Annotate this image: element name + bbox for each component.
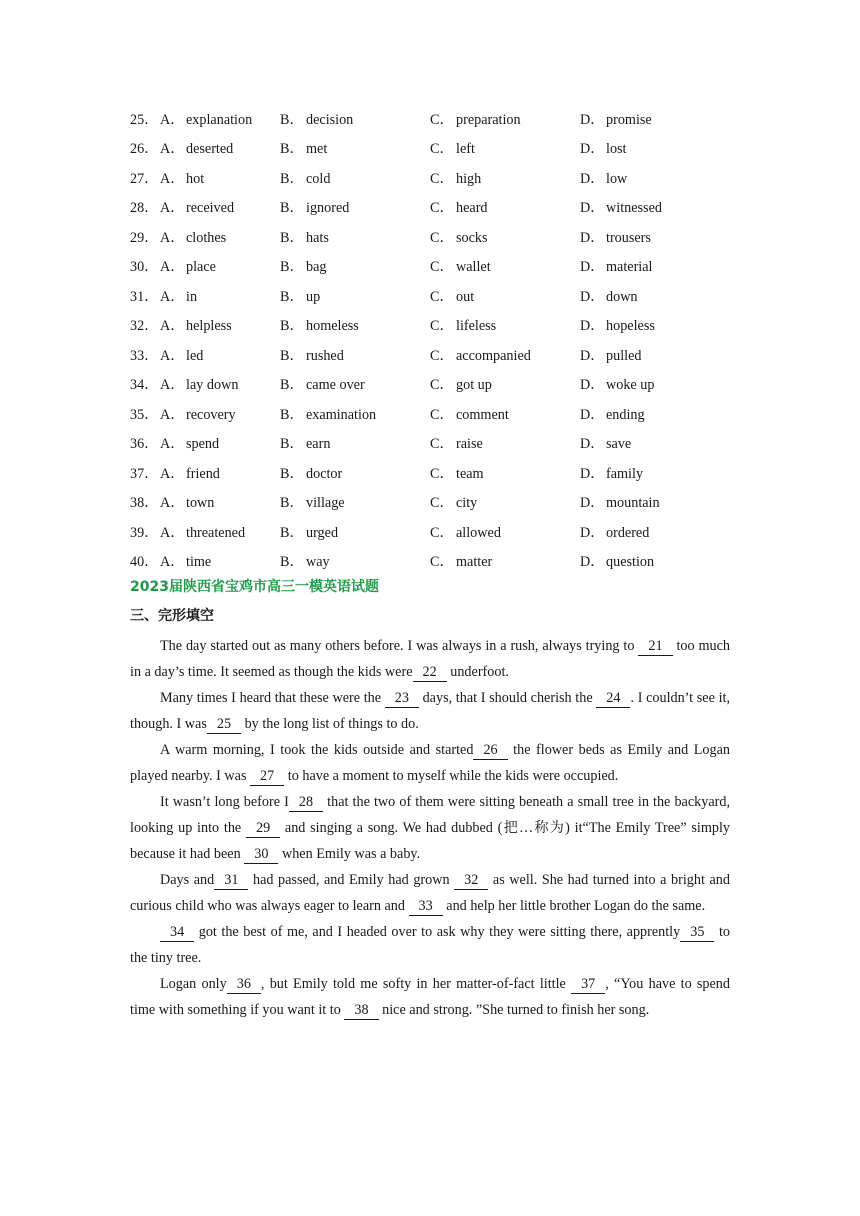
option-d [580, 227, 730, 247]
text: had passed, and Emily had grown [248, 872, 455, 888]
option-d [580, 286, 730, 306]
question-options-row [130, 429, 770, 459]
option-c [430, 109, 580, 129]
text: and help her little brother Logan do the same. [442, 898, 706, 914]
text: as well. She had turned into a bright and curious child who was always eager to learn and [130, 872, 730, 914]
option-letter: A． [160, 495, 185, 512]
option-d [580, 492, 730, 512]
option-letter: A． [160, 141, 185, 158]
option-text: came over [306, 377, 365, 394]
question-options-row [130, 458, 770, 488]
option-letter: C． [430, 495, 454, 512]
blank-24: 24 [596, 689, 630, 708]
option-letter: A． [160, 377, 185, 394]
option-text: raise [456, 436, 483, 453]
blank-35: 35 [680, 923, 714, 942]
blank-23: 23 [385, 689, 419, 708]
option-letter: B． [280, 229, 304, 246]
option-text: ordered [606, 524, 650, 541]
option-text: village [306, 495, 345, 512]
option-a [160, 109, 280, 129]
option-text: in [186, 288, 198, 305]
option-text: allowed [456, 524, 501, 541]
option-a [160, 433, 280, 453]
option-letter: C． [430, 141, 454, 158]
option-c [430, 197, 580, 217]
option-letter: B． [280, 259, 304, 276]
question-options-row [130, 134, 770, 164]
question-number: 32． [130, 318, 159, 335]
paragraph-5 [130, 867, 730, 919]
option-letter: C． [430, 554, 454, 571]
question-number: 26． [130, 141, 159, 158]
option-text: lay down [186, 377, 239, 394]
blank-29: 29 [246, 819, 280, 838]
option-letter: C． [430, 436, 454, 453]
option-b [280, 138, 430, 158]
option-a [160, 522, 280, 542]
option-text: promise [606, 111, 652, 128]
text: A warm morning, I took the kids outside and started [160, 742, 474, 758]
option-a [160, 463, 280, 483]
text: It wasn’t long before I [160, 794, 289, 810]
option-b [280, 433, 430, 453]
option-text: pulled [606, 347, 642, 364]
option-text: preparation [456, 111, 521, 128]
option-b [280, 227, 430, 247]
option-text: examination [306, 406, 377, 423]
text: the flower beds as Emily and Logan played nearby. I was [130, 742, 730, 784]
question-options-row [130, 281, 770, 311]
blank-26: 26 [473, 741, 507, 760]
question-number: 35． [130, 406, 159, 423]
option-letter: B． [280, 465, 304, 482]
option-c [430, 286, 580, 306]
option-letter: B． [280, 377, 304, 394]
option-a [160, 256, 280, 276]
option-letter: B． [280, 436, 304, 453]
option-c [430, 551, 580, 571]
option-d [580, 404, 730, 424]
option-d [580, 522, 730, 542]
question-number: 37． [130, 465, 159, 482]
option-letter: C． [430, 259, 454, 276]
text: Logan only [160, 976, 227, 992]
blank-27: 27 [250, 767, 284, 786]
blank-30: 30 [244, 845, 278, 864]
option-text: heard [456, 200, 488, 217]
option-letter: D． [580, 524, 605, 541]
question-options-row [130, 340, 770, 370]
blank-34: 34 [160, 923, 194, 942]
option-letter: A． [160, 170, 185, 187]
question-options-row [130, 252, 770, 282]
option-a [160, 197, 280, 217]
text: underfoot. [446, 664, 509, 680]
option-c [430, 315, 580, 335]
option-c [430, 374, 580, 394]
option-text: explanation [186, 111, 253, 128]
option-c [430, 492, 580, 512]
question-number: 27． [130, 170, 159, 187]
option-text: wallet [456, 259, 491, 276]
option-letter: A． [160, 288, 185, 305]
option-d [580, 138, 730, 158]
option-letter: C． [430, 288, 454, 305]
text: nice and strong. ”She turned to finish her song. [378, 1002, 650, 1018]
option-d [580, 109, 730, 129]
blank-25: 25 [207, 715, 241, 734]
option-letter: D． [580, 318, 605, 335]
option-text: comment [456, 406, 509, 423]
option-text: high [456, 170, 482, 187]
option-text: matter [456, 554, 493, 571]
option-c [430, 168, 580, 188]
source-title: 2023届陕西省宝鸡市高三一模英语试题 [130, 579, 379, 595]
option-text: city [456, 495, 478, 512]
option-letter: A． [160, 436, 185, 453]
option-text: team [456, 465, 484, 482]
option-text: bag [306, 259, 327, 276]
option-b [280, 256, 430, 276]
option-c [430, 522, 580, 542]
option-letter: B． [280, 318, 304, 335]
option-a [160, 492, 280, 512]
option-a [160, 286, 280, 306]
option-d [580, 256, 730, 276]
option-c [430, 227, 580, 247]
option-text: lifeless [456, 318, 497, 335]
option-letter: D． [580, 495, 605, 512]
option-d [580, 315, 730, 335]
option-letter: A． [160, 406, 185, 423]
option-letter: D． [580, 288, 605, 305]
option-b [280, 522, 430, 542]
option-letter: C． [430, 111, 454, 128]
option-text: way [306, 554, 330, 571]
option-text: friend [186, 465, 220, 482]
question-number: 33． [130, 347, 159, 364]
blank-38: 38 [344, 1001, 378, 1020]
option-a [160, 374, 280, 394]
option-text: trousers [606, 229, 651, 246]
option-text: time [186, 554, 212, 571]
option-text: cold [306, 170, 331, 187]
option-letter: A． [160, 318, 185, 335]
option-text: town [186, 495, 215, 512]
option-text: hats [306, 229, 329, 246]
option-d [580, 345, 730, 365]
option-letter: D． [580, 377, 605, 394]
option-d [580, 433, 730, 453]
option-text: witnessed [606, 200, 662, 217]
option-letter: A． [160, 229, 185, 246]
option-letter: B． [280, 495, 304, 512]
paragraph-1 [130, 633, 730, 685]
text: by the long list of things to do. [241, 716, 419, 732]
option-text: mountain [606, 495, 660, 512]
option-text: got up [456, 377, 492, 394]
option-letter: B． [280, 554, 304, 571]
option-b [280, 197, 430, 217]
option-b [280, 286, 430, 306]
option-text: rushed [306, 347, 344, 364]
option-b [280, 345, 430, 365]
option-letter: B． [280, 200, 304, 217]
question-number: 28． [130, 200, 159, 217]
option-a [160, 551, 280, 571]
option-text: down [606, 288, 638, 305]
option-letter: D． [580, 229, 605, 246]
text: that the two of them were sitting beneath a small tree in the backyard, looking up into the [130, 794, 730, 836]
option-letter: A． [160, 554, 185, 571]
paragraph-3 [130, 737, 730, 789]
question-number: 36． [130, 436, 159, 453]
text: Days and [160, 872, 215, 888]
question-options-row [130, 163, 770, 193]
option-text: lost [606, 141, 627, 158]
option-a [160, 404, 280, 424]
option-d [580, 463, 730, 483]
option-text: spend [186, 436, 220, 453]
option-letter: C． [430, 406, 454, 423]
text: when Emily was a baby. [278, 846, 421, 862]
option-a [160, 227, 280, 247]
option-b [280, 168, 430, 188]
text: . I couldn’t see it, though. I was [130, 690, 730, 732]
option-text: deserted [186, 141, 234, 158]
text: The day started out as many others before. I was always in a rush, always trying to [160, 638, 639, 654]
option-letter: D． [580, 200, 605, 217]
question-number: 25． [130, 111, 159, 128]
option-text: accompanied [456, 347, 531, 364]
question-number: 29． [130, 229, 159, 246]
option-text: led [186, 347, 204, 364]
option-letter: C． [430, 524, 454, 541]
option-letter: C． [430, 465, 454, 482]
question-options-row [130, 488, 770, 518]
paragraph-4 [130, 789, 730, 867]
question-options-row [130, 104, 770, 134]
option-d [580, 374, 730, 394]
option-text: homeless [306, 318, 359, 335]
option-letter: A． [160, 200, 185, 217]
question-number: 38． [130, 495, 159, 512]
question-options-row [130, 370, 770, 400]
question-number: 39． [130, 524, 159, 541]
option-b [280, 374, 430, 394]
question-options-row [130, 547, 770, 577]
option-text: doctor [306, 465, 343, 482]
question-options-row [130, 311, 770, 341]
option-text: low [606, 170, 628, 187]
question-options-row [130, 517, 770, 547]
option-letter: D． [580, 141, 605, 158]
option-text: received [186, 200, 235, 217]
text: to have a moment to myself while the kids were occupied. [284, 768, 619, 784]
option-text: out [456, 288, 475, 305]
option-b [280, 315, 430, 335]
option-text: threatened [186, 524, 246, 541]
option-letter: B． [280, 170, 304, 187]
option-letter: C． [430, 377, 454, 394]
option-letter: C． [430, 318, 454, 335]
option-letter: D． [580, 436, 605, 453]
text: Many times I heard that these were the [160, 690, 385, 706]
blank-33: 33 [409, 897, 443, 916]
paragraph-7 [130, 971, 730, 1023]
option-text: recovery [186, 406, 236, 423]
option-letter: D． [580, 554, 605, 571]
option-c [430, 345, 580, 365]
option-text: save [606, 436, 632, 453]
option-text: left [456, 141, 475, 158]
option-b [280, 109, 430, 129]
option-letter: B． [280, 406, 304, 423]
blank-28: 28 [289, 793, 323, 812]
option-letter: A． [160, 111, 185, 128]
option-letter: B． [280, 288, 304, 305]
option-letter: A． [160, 347, 185, 364]
option-d [580, 197, 730, 217]
option-letter: B． [280, 141, 304, 158]
blank-32: 32 [454, 871, 488, 890]
option-b [280, 404, 430, 424]
option-text: clothes [186, 229, 227, 246]
option-letter: B． [280, 111, 304, 128]
option-letter: C． [430, 170, 454, 187]
question-options-row [130, 399, 770, 429]
text: , “You have to spend time with something if you want it to [130, 976, 730, 1018]
option-c [430, 404, 580, 424]
option-text: ignored [306, 200, 350, 217]
option-b [280, 463, 430, 483]
option-c [430, 463, 580, 483]
option-text: hopeless [606, 318, 655, 335]
option-text: family [606, 465, 644, 482]
option-a [160, 168, 280, 188]
option-letter: D． [580, 347, 605, 364]
option-letter: B． [280, 347, 304, 364]
option-letter: D． [580, 111, 605, 128]
option-text: socks [456, 229, 488, 246]
option-letter: C． [430, 200, 454, 217]
option-c [430, 138, 580, 158]
option-letter: D． [580, 170, 605, 187]
option-a [160, 345, 280, 365]
option-text: helpless [186, 318, 232, 335]
question-number: 34． [130, 377, 159, 394]
option-text: decision [306, 111, 354, 128]
option-text: met [306, 141, 328, 158]
blank-31: 31 [214, 871, 248, 890]
option-a [160, 138, 280, 158]
text: to the tiny tree. [130, 924, 730, 966]
question-options-row [130, 193, 770, 223]
option-letter: C． [430, 347, 454, 364]
question-number: 30． [130, 259, 159, 276]
option-text: question [606, 554, 655, 571]
option-text: ending [606, 406, 645, 423]
option-letter: C． [430, 229, 454, 246]
option-a [160, 315, 280, 335]
option-letter: D． [580, 465, 605, 482]
option-letter: A． [160, 524, 185, 541]
option-text: hot [186, 170, 205, 187]
option-d [580, 168, 730, 188]
passage [130, 633, 730, 1023]
option-letter: A． [160, 259, 185, 276]
question-number: 31． [130, 288, 159, 305]
option-c [430, 256, 580, 276]
blank-21: 21 [638, 637, 672, 656]
text: days, that I should cherish the [418, 690, 597, 706]
option-text: place [186, 259, 216, 276]
blank-37: 37 [571, 975, 605, 994]
option-b [280, 551, 430, 571]
text: too much in a day’s time. It seemed as though the kids were [130, 638, 730, 680]
options-list [130, 104, 770, 576]
blank-22: 22 [413, 663, 447, 682]
question-number: 40． [130, 554, 159, 571]
question-options-row [130, 222, 770, 252]
paragraph-2 [130, 685, 730, 737]
option-text: urged [306, 524, 339, 541]
option-c [430, 433, 580, 453]
text: and singing a song. We had dubbed (把…称为) it“The Emily Tree” simply because it had been [130, 820, 730, 862]
option-d [580, 551, 730, 571]
paragraph-6 [130, 919, 730, 971]
option-b [280, 492, 430, 512]
option-text: up [306, 288, 321, 305]
option-text: woke up [606, 377, 655, 394]
option-text: earn [306, 436, 331, 453]
option-text: material [606, 259, 653, 276]
section-title: 三、完形填空 [130, 608, 214, 624]
option-letter: A． [160, 465, 185, 482]
text: got the best of me, and I headed over to ask why they were sitting there, apprently [194, 924, 681, 940]
option-letter: B． [280, 524, 304, 541]
text: , but Emily told me softy in her matter-of-fact little [260, 976, 572, 992]
blank-36: 36 [227, 975, 261, 994]
option-letter: D． [580, 406, 605, 423]
option-letter: D． [580, 259, 605, 276]
